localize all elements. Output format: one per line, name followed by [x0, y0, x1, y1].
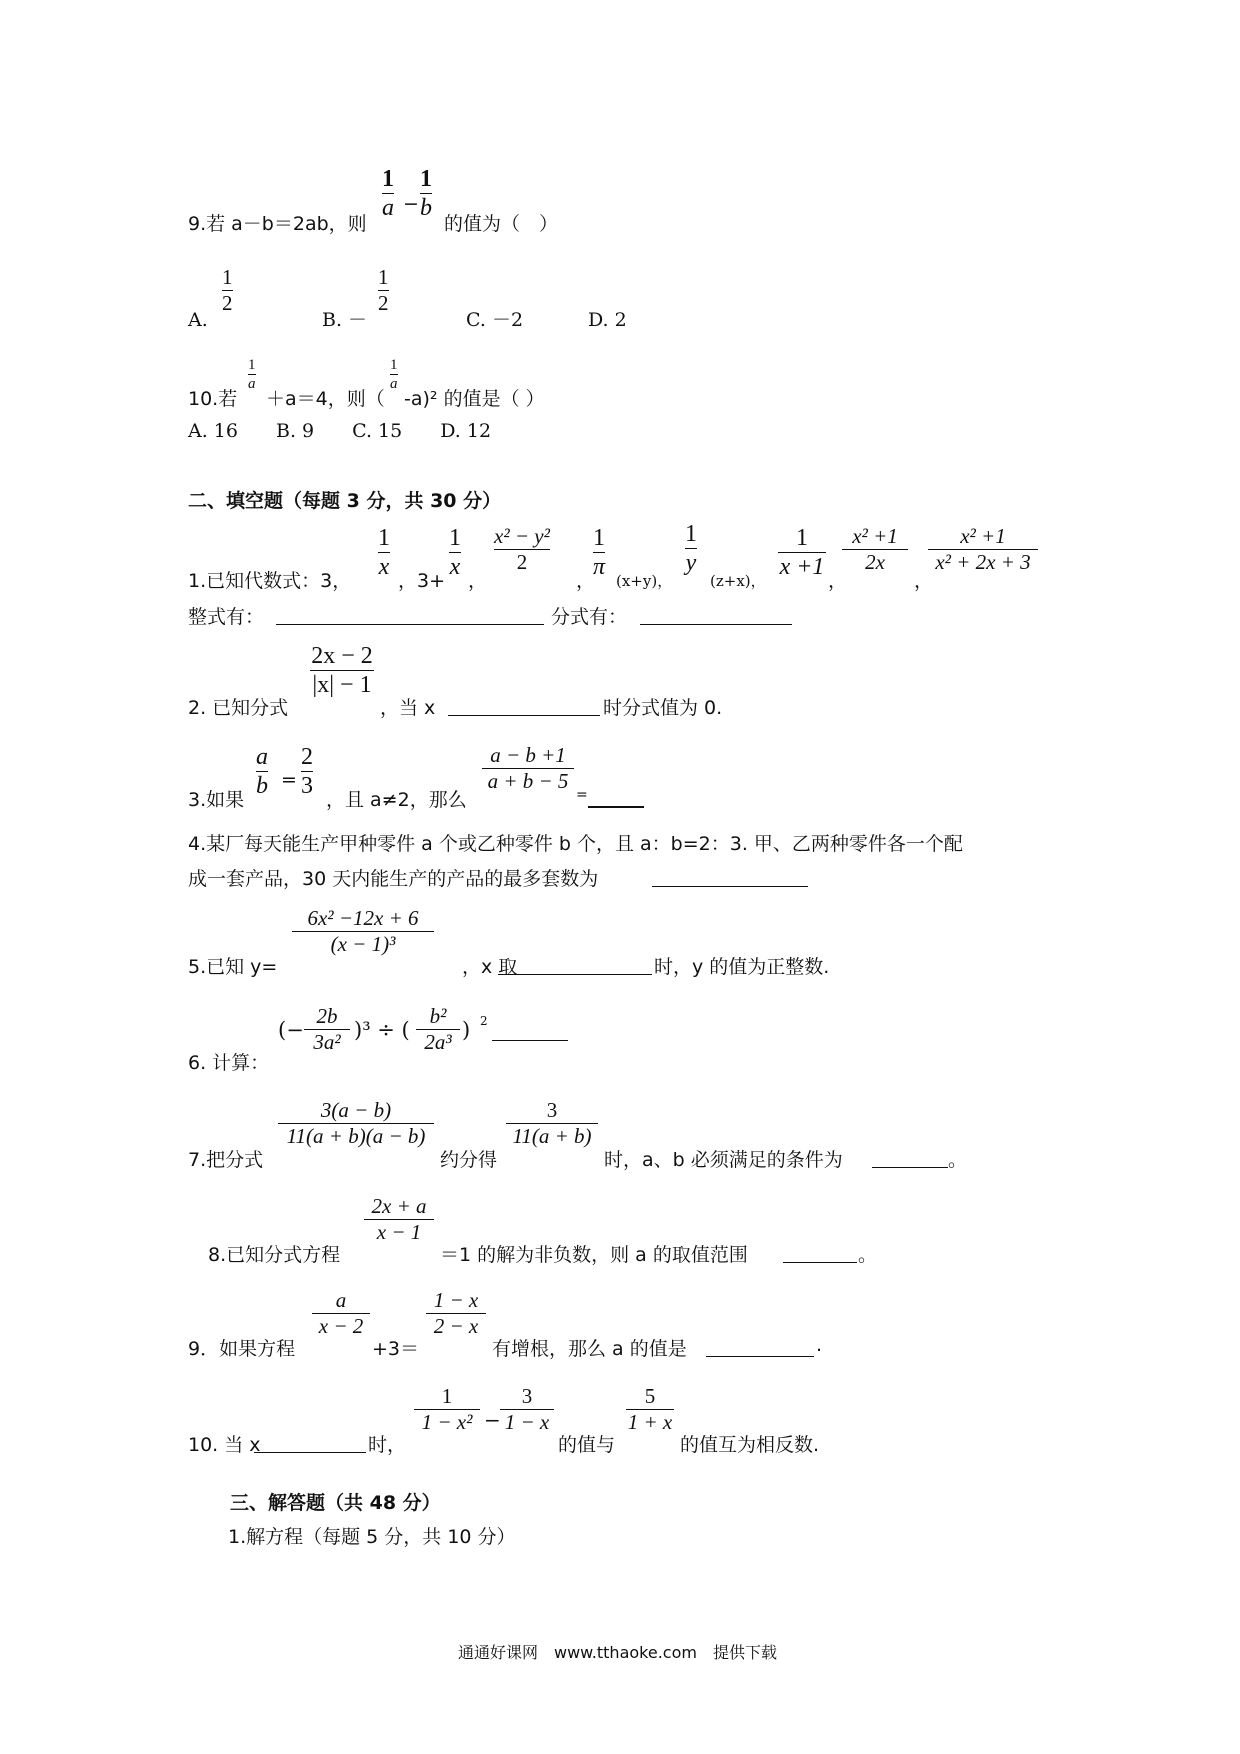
q9-option-c: C. －2 [466, 309, 524, 331]
q9-optB-frac: 1 2 [378, 265, 389, 315]
s2-q5-mid: ，x 取 [462, 956, 518, 978]
s2-q2-frac: 2x − 2 |x| − 1 [311, 643, 373, 698]
s2-q7-frac-2: 3 11(a + b) [506, 1098, 598, 1149]
s2-q3-frac-main: a − b +1 a + b − 5 [482, 743, 574, 794]
s2-q8-mid: ＝1 的解为非负数，则 a 的取值范围 [440, 1244, 748, 1266]
s2-q1-fraction-label: 分式有： [551, 606, 628, 628]
s2-q3-blank[interactable] [588, 806, 644, 808]
s2-q7-prefix: 7.把分式 [188, 1149, 264, 1171]
s2-q2-blank[interactable] [448, 715, 600, 716]
s2-q3-eq: = [281, 769, 297, 791]
q10-frac-1-over-a: 1 a [248, 357, 256, 392]
s2-q1-expr-8: x² +1 x² + 2x + 3 [928, 524, 1038, 575]
s2-q1-expr-7: x² +1 2x [842, 524, 908, 575]
s2-q1-integral-label: 整式有： [188, 606, 265, 628]
footer-text: 通通好课网 www.tthaoke.com 提供下载 [458, 1643, 777, 1662]
s2-q10-suffix: 的值互为相反数. [680, 1434, 820, 1456]
s2-q10-frac-1: 1 1 − x² [414, 1384, 480, 1435]
s2-q8-frac: 2x + a x − 1 [364, 1194, 434, 1245]
s2-q10-minus: − [484, 1408, 501, 1432]
section2-title: 二、填空题（每题 3 分，共 30 分） [188, 490, 502, 512]
s2-q1-e5-tail: (z+x)， [710, 572, 766, 590]
s2-q5-prefix: 5.已知 y= [188, 956, 278, 978]
mc-q9-prefix: 9.若 a－b＝2ab，则 [188, 213, 367, 235]
s2-q9-blank[interactable] [706, 1356, 814, 1357]
section3-q1: 1.解方程（每题 5 分，共 10 分） [228, 1526, 516, 1548]
mc-q10-mid: ＋a＝4，则（ [266, 388, 385, 410]
s2-q1-sep3: ， [576, 570, 596, 592]
mc-q10-prefix: 10.若 [188, 388, 238, 410]
s2-q2-prefix: 2. 已知分式 [188, 697, 289, 719]
s2-q10-prefix: 10. 当 x [188, 1434, 261, 1456]
mc-q9-suffix: 的值为（ ） [444, 213, 559, 235]
q9-option-a: A. [188, 309, 208, 331]
s2-q9-mid: +3＝ [372, 1338, 420, 1360]
s2-q7-suffix2: 。 [948, 1149, 968, 1171]
s2-q9-prefix: 9．如果方程 [188, 1338, 296, 1360]
s2-q7-mid: 约分得 [440, 1149, 498, 1171]
s2-q4-line1: 4.某厂每天能生产甲种零件 a 个或乙种零件 b 个，且 a：b=2：3. 甲、乙两种零件各一个配 [188, 833, 963, 855]
s2-q7-blank[interactable] [872, 1167, 948, 1168]
s2-q8-suffix: 。 [858, 1244, 878, 1266]
q9-option-b: B. － [322, 309, 368, 331]
s2-q3-mid: ，且 a≠2，那么 [326, 789, 467, 811]
s2-q2-suffix: 时分式值为 0. [603, 697, 723, 719]
s2-q1-prefix: 1.已知代数式：3， [188, 570, 352, 592]
s2-q1-sep6: ， [828, 570, 848, 592]
s2-q2-mid: ，当 x [380, 697, 436, 719]
s2-q6-frac-1: 2b 3a² [304, 1004, 350, 1055]
q9-option-d: D. 2 [588, 309, 627, 331]
s2-q5-frac: 6x² −12x + 6 (x − 1)³ [292, 906, 434, 957]
q9-frac-1-over-a: 1 a [382, 166, 394, 221]
s2-q1-sep2: ， [468, 570, 488, 592]
s2-q6-open: (− [278, 1018, 304, 1042]
s2-q7-suffix1: 时，a、b 必须满足的条件为 [604, 1149, 843, 1171]
s2-q4-line2: 成一套产品，30 天内能生产的产品的最多套数为 [188, 868, 599, 890]
s2-q9-suffix1: 有增根，那么 a 的值是 [492, 1338, 687, 1360]
s2-q6-prefix: 6. 计算： [188, 1052, 270, 1074]
q9-frac-1-over-b: 1 b [420, 166, 432, 221]
mc-q10-suffix: -a)² 的值是（ ） [404, 388, 545, 410]
s2-q3-frac-2-over-3: 2 3 [301, 744, 313, 799]
s2-q1-sep1: ，3+ [398, 570, 446, 592]
s2-q9-suffix2: . [816, 1334, 823, 1356]
s2-q6-close1: )³ ÷ ( [354, 1018, 410, 1042]
s2-q3-frac-a-over-b: a b [256, 744, 268, 799]
s2-q10-blank[interactable] [254, 1452, 366, 1453]
s2-q6-exp: 2 [480, 1014, 488, 1028]
q9-optA-frac: 1 2 [222, 265, 233, 315]
s2-q1-integral-blank[interactable] [276, 624, 544, 625]
s2-q1-expr-6: 1 x +1 [779, 525, 825, 580]
s2-q10-frac-2: 3 1 − x [500, 1384, 554, 1435]
s2-q1-expr-2: 1 x [449, 525, 461, 580]
s2-q6-frac-2: b² 2a³ [416, 1004, 460, 1055]
s2-q4-blank[interactable] [652, 886, 808, 887]
s2-q1-expr-1: 1 x [378, 525, 390, 580]
s2-q9-frac-1: a x − 2 [312, 1288, 370, 1339]
s2-q1-fraction-blank[interactable] [640, 624, 792, 625]
s2-q1-sep7: ， [914, 570, 934, 592]
s2-q9-frac-2: 1 − x 2 − x [426, 1288, 486, 1339]
s2-q5-suffix: 时，y 的值为正整数. [654, 956, 830, 978]
q10-frac-1-over-a-2: 1 a [390, 357, 398, 392]
section3-title: 三、解答题（共 48 分） [230, 1492, 441, 1514]
mc-q10-options: A. 16 B. 9 C. 15 D. 12 [188, 420, 492, 442]
s2-q10-mid2: 的值与 [558, 1434, 616, 1456]
s2-q7-frac-1: 3(a − b) 11(a + b)(a − b) [278, 1098, 434, 1149]
s2-q10-frac-3: 5 1 + x [627, 1384, 673, 1434]
q9-minus: − [403, 193, 419, 215]
s2-q5-blank[interactable] [498, 974, 652, 975]
s2-q6-blank[interactable] [492, 1040, 568, 1041]
s2-q10-mid: 时， [368, 1434, 407, 1456]
s2-q1-expr-5: 1 y [685, 521, 697, 576]
s2-q8-blank[interactable] [783, 1262, 857, 1263]
s2-q8-prefix: 8.已知分式方程 [208, 1244, 341, 1266]
s2-q1-expr-3: x² − y² 2 [494, 524, 550, 574]
s2-q1-e4-tail: (x+y)， [616, 572, 673, 590]
s2-q6-close2: ) [462, 1018, 471, 1042]
s2-q3-prefix: 3.如果 [188, 789, 245, 811]
s2-q3-eq2: = [576, 787, 588, 803]
s2-q1-expr-4: 1 π [593, 525, 606, 580]
